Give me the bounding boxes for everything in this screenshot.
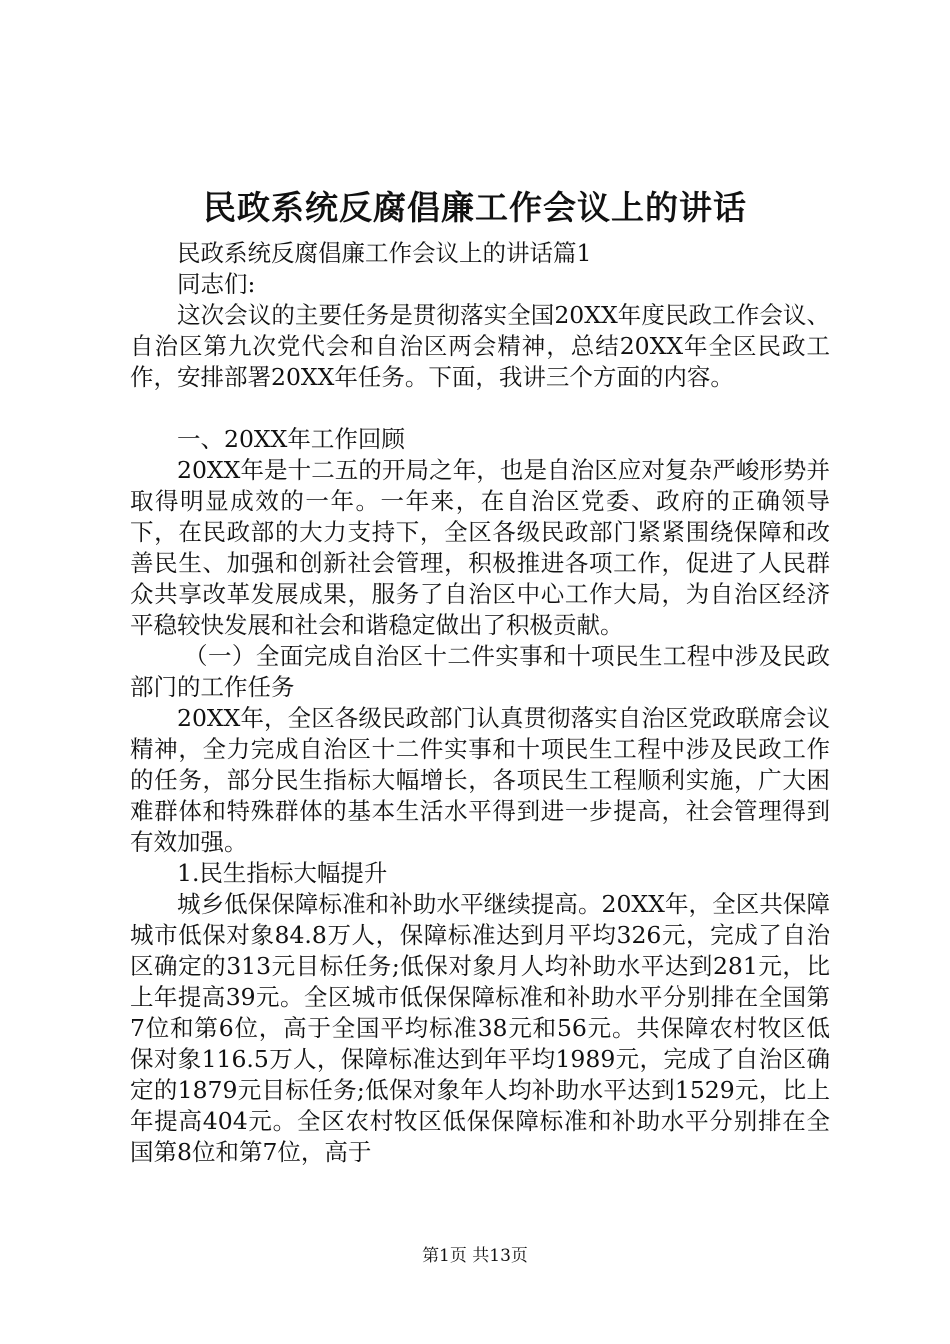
- page-number-footer: 第1页 共13页: [422, 1246, 528, 1266]
- paragraph-heading: 民政系统反腐倡廉工作会议上的讲话篇1: [177, 239, 592, 267]
- section-heading: 一、20XX年工作回顾: [177, 425, 405, 453]
- paragraph-tasks: 20XX年，全区各级民政部门认真贯彻落实自治区党政联席会议精神，全力完成自治区十二件实事和十项民生工程中涉及民政工作的任务，部分民生指标大幅增长，各项民生工程顺利实施，广大困难群体和特殊群体的基本生活水平得到进一步提高，社会管理得到有效加强。: [130, 704, 830, 856]
- paragraph-indicators: 城乡低保保障标准和补助水平继续提高。20XX年，全区共保障城市低保对象84.8万人，保障标准达到月平均326元，完成了自治区确定的313元目标任务;低保对象月人均补助水平达到281元，比上年提高39元。全区城市低保保障标准和补助水平分别排在全国第7位和第6位，高于全国平均标准38元和56元。共保障农村牧区低保对象116.5万人，保障标准达到年平均1989元，完成了自治区确定的1879元目标任务;低保对象年人均补助水平达到1529元，比上年提高404元。全区农村牧区低保保障标准和补助水平分别排在全国第8位和第7位，高于: [130, 890, 830, 1166]
- paragraph-salutation: 同志们:: [177, 270, 256, 298]
- item-heading: 1.民生指标大幅提升: [177, 859, 388, 887]
- document-body: [130, 238, 830, 1168]
- paragraph-intro: 这次会议的主要任务是贯彻落实全国20XX年度民政工作会议、自治区第九次党代会和自治区两会精神，总结20XX年全区民政工作，安排部署20XX年任务。下面，我讲三个方面的内容。: [130, 301, 830, 391]
- subsection-heading: （一）全面完成自治区十二件实事和十项民生工程中涉及民政部门的工作任务: [130, 642, 830, 701]
- paragraph-review: 20XX年是十二五的开局之年，也是自治区应对复杂严峻形势并取得明显成效的一年。一年来，在自治区党委、政府的正确领导下，在民政部的大力支持下，全区各级民政部门紧紧围绕保障和改善民生、加强和创新社会管理，积极推进各项工作，促进了人民群众共享改革发展成果，服务了自治区中心工作大局，为自治区经济平稳较快发展和社会和谐稳定做出了积极贡献。: [130, 456, 830, 639]
- paragraph-spacer: [130, 393, 830, 424]
- document-title: 民政系统反腐倡廉工作会议上的讲话: [203, 188, 747, 227]
